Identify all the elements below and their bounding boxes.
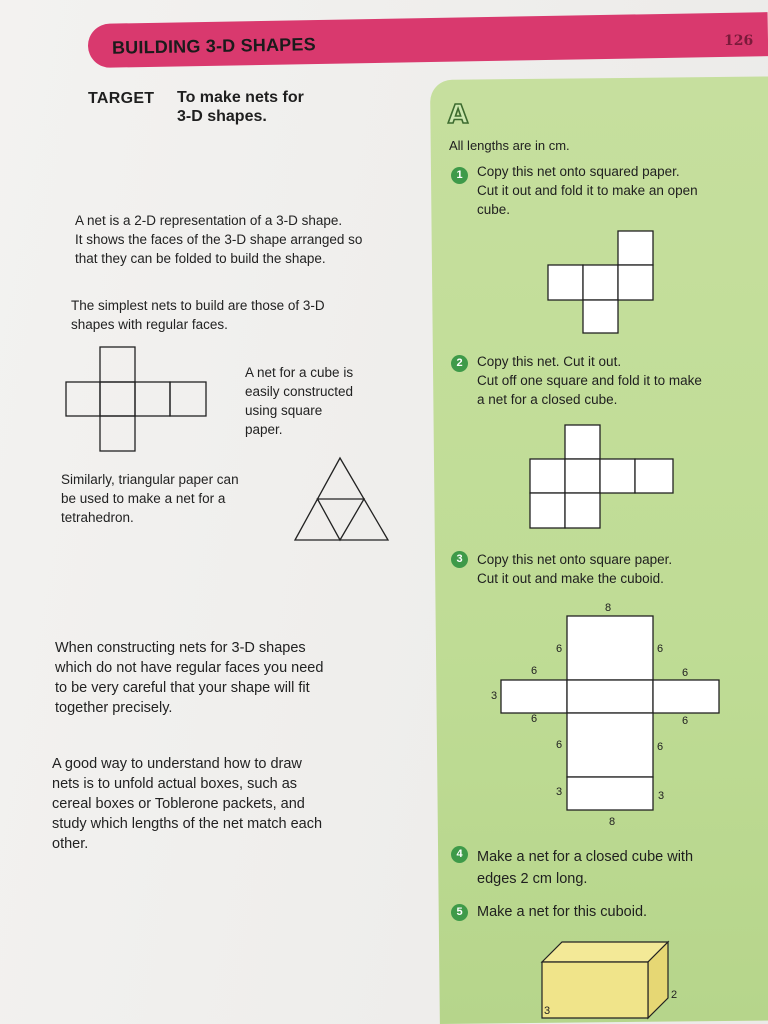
dimension-label: 6 xyxy=(682,715,689,727)
text-line: Cut off one square and fold it to make xyxy=(477,373,702,388)
text-line: Copy this net onto square paper. xyxy=(477,552,673,567)
net-square xyxy=(618,265,653,300)
cube-net-figure xyxy=(66,345,212,455)
dimension-label: 8 xyxy=(609,816,616,828)
dimension-label: 6 xyxy=(657,643,664,655)
constructing-paragraph xyxy=(55,638,323,718)
text-line: It shows the faces of the 3-D shape arranged so xyxy=(75,232,363,247)
tetrahedron-caption xyxy=(61,470,239,527)
net-face xyxy=(501,680,567,713)
text-line: Cut it out and make the cuboid. xyxy=(477,571,664,586)
question-2 xyxy=(477,352,702,409)
cuboid-net-figure xyxy=(486,598,726,830)
intro-paragraph-simplest xyxy=(71,296,325,334)
question-number-badge: 3 xyxy=(451,551,468,568)
net-square xyxy=(530,493,565,528)
question-4 xyxy=(477,846,693,890)
section-letter: A xyxy=(448,100,469,130)
net-square xyxy=(635,459,673,493)
cuboid-drawing xyxy=(536,940,696,1024)
text-line: a net for a closed cube. xyxy=(477,392,618,407)
net-square xyxy=(100,382,135,416)
question-number-badge: 2 xyxy=(451,355,468,372)
text-line: The simplest nets to build are those of 3-D xyxy=(71,298,325,313)
net-square xyxy=(618,231,653,265)
text-line: A good way to understand how to draw xyxy=(52,756,302,772)
net-face xyxy=(567,777,653,810)
intro-paragraph-definition xyxy=(75,211,362,268)
question-number-badge: 4 xyxy=(451,846,468,863)
question-number-badge: 1 xyxy=(451,167,468,184)
text-line: cube. xyxy=(477,202,511,217)
dimension-label: 6 xyxy=(682,667,689,679)
text-line: When constructing nets for 3-D shapes xyxy=(55,640,306,656)
text-line: cereal boxes or Toblerone packets, and xyxy=(52,796,305,812)
dimension-label: 6 xyxy=(556,643,563,655)
cube-caption xyxy=(245,363,353,439)
text-line: Make a net for a closed cube with xyxy=(477,849,694,865)
dimension-label: 3 xyxy=(491,690,498,702)
text-line: study which lengths of the net match each xyxy=(52,816,323,832)
text-line: paper. xyxy=(245,422,283,437)
page-number: 126 xyxy=(724,33,754,49)
text-line: that they can be folded to build the shape. xyxy=(75,251,326,266)
text-line: edges 2 cm long. xyxy=(477,871,588,887)
text-line: which do not have regular faces you need xyxy=(55,660,324,676)
target-label: TARGET xyxy=(88,90,155,107)
net-square xyxy=(100,416,135,451)
dimension-label: 2 xyxy=(671,989,678,1001)
text-line: together precisely. xyxy=(55,700,173,716)
text-line: A net is a 2-D representation of a 3-D shape. xyxy=(75,213,343,228)
net-face xyxy=(567,680,653,713)
question-5 xyxy=(477,903,647,922)
text-line: Make a net for this cuboid. xyxy=(477,904,648,920)
net-square xyxy=(565,459,600,493)
net-square xyxy=(565,425,600,459)
text-line: be used to make a net for a xyxy=(61,491,226,506)
question-3 xyxy=(477,550,672,588)
text-line: using square xyxy=(245,403,323,418)
net-square xyxy=(583,265,618,300)
text-line: to be very careful that your shape will fit xyxy=(55,680,310,696)
net-square xyxy=(565,493,600,528)
net-square xyxy=(170,382,206,416)
net-square xyxy=(135,382,170,416)
question-number-badge: 5 xyxy=(451,904,468,921)
dimension-label: 6 xyxy=(657,741,664,753)
net-face xyxy=(567,713,653,777)
text-line: Similarly, triangular paper can xyxy=(61,472,239,487)
dimension-label: 3 xyxy=(658,790,665,802)
tetrahedron-net-figure xyxy=(292,456,392,544)
net-square xyxy=(66,382,100,416)
dimension-label: 6 xyxy=(531,713,538,725)
net-face xyxy=(653,680,719,713)
net-square xyxy=(530,459,565,493)
page-title: BUILDING 3-D SHAPES xyxy=(111,34,316,58)
boxes-paragraph xyxy=(52,754,322,854)
target-text xyxy=(177,88,397,126)
net-square xyxy=(100,347,135,382)
net-square xyxy=(548,265,583,300)
dimension-label: 6 xyxy=(556,739,563,751)
question-1 xyxy=(477,162,698,219)
units-note: All lengths are in cm. xyxy=(449,138,570,153)
net-square xyxy=(583,300,618,333)
dimension-label: 6 xyxy=(531,665,538,677)
text-line: shapes with regular faces. xyxy=(71,317,228,332)
net-square xyxy=(600,459,635,493)
dimension-label: 3 xyxy=(556,786,563,798)
text-line: tetrahedron. xyxy=(61,510,134,525)
open-cube-net-figure xyxy=(546,229,658,335)
text-line: other. xyxy=(52,836,89,852)
text-line: Copy this net onto squared paper. xyxy=(477,164,680,179)
text-line: nets is to unfold actual boxes, such as xyxy=(52,776,298,792)
text-line: Cut it out and fold it to make an open xyxy=(477,183,698,198)
text-line: A net for a cube is xyxy=(245,365,354,380)
net-face xyxy=(567,616,653,680)
text-line: Copy this net. Cut it out. xyxy=(477,354,622,369)
target-line: To make nets for xyxy=(177,89,304,106)
text-line: easily constructed xyxy=(245,384,354,399)
dimension-label: 8 xyxy=(605,602,612,614)
closed-cube-net-figure xyxy=(529,423,677,531)
target-line: 3-D shapes. xyxy=(177,108,267,125)
dimension-label: 3 xyxy=(544,1005,551,1017)
